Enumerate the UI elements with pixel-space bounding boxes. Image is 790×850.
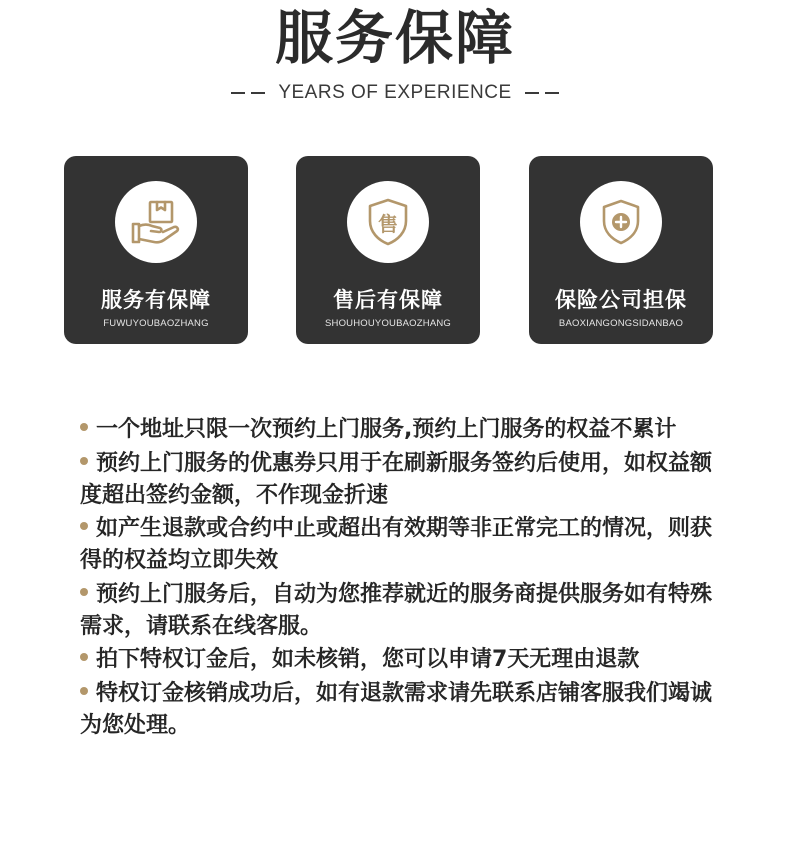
notice-item [80,644,720,676]
notice-text: 如产生退款或合约中止或超出有效期等非正常完工的情况，则获得的权益均立即失效 [80,516,713,573]
card-label: 保险公司担保 [555,288,687,312]
subtitle-dash-right [525,92,539,94]
card-after-sales-guarantee [296,156,480,344]
bullet-dot-icon [80,653,88,661]
subtitle [0,82,790,104]
notice-item [80,678,720,742]
notice-text: 一个地址只限一次预约上门服务,预约上门服务的权益不累计 [96,417,677,442]
notice-text: 特权订金核销成功后，如有退款需求请先联系店铺客服我们竭诚为您处理。 [80,680,713,738]
shield-plus-icon [580,181,662,263]
notice-text: 预约上门服务后，自动为您推荐就近的服务商提供服务如有特殊需求，请联系在线客服。 [80,581,713,639]
subtitle-text: YEARS OF EXPERIENCE [278,82,512,103]
bullet-dot-icon [80,522,88,530]
bullet-dot-icon [80,687,88,695]
card-insurance-guarantee [529,156,713,344]
card-service-guarantee [64,156,248,344]
bullet-dot-icon [80,457,88,465]
bullet-dot-icon [80,588,88,596]
notice-text: 预约上门服务的优惠券只用于在刷新服务签约后使用，如权益额度超出签约金额，不作现金折速 [80,450,713,508]
icon-glyph: 售 [378,212,398,236]
card-pinyin: SHOUHOUYOUBAOZHANG [324,318,452,329]
shou-shield-icon [347,181,429,263]
notice-item [80,513,720,577]
notice-item [80,414,720,446]
card-pinyin: BAOXIANGONGSIDANBAO [558,318,684,329]
subtitle-dash-right-2 [545,92,559,94]
page-title: 服务保障 [274,4,515,72]
bullet-dot-icon [80,423,88,431]
subtitle-dash-left [231,92,245,94]
hand-box-icon [115,181,197,263]
card-label: 售后有保障 [333,288,443,312]
guarantee-cards [0,156,790,346]
card-pinyin: FUWUYOUBAOZHANG [103,318,209,329]
subtitle-dash-left-2 [251,92,265,94]
notice-list [80,414,720,743]
notice-item [80,448,720,512]
notice-text: 拍下特权订金后，如未核销，您可以申请7天无理由退款 [96,647,640,672]
notice-item [80,579,720,643]
card-label: 服务有保障 [101,288,211,312]
